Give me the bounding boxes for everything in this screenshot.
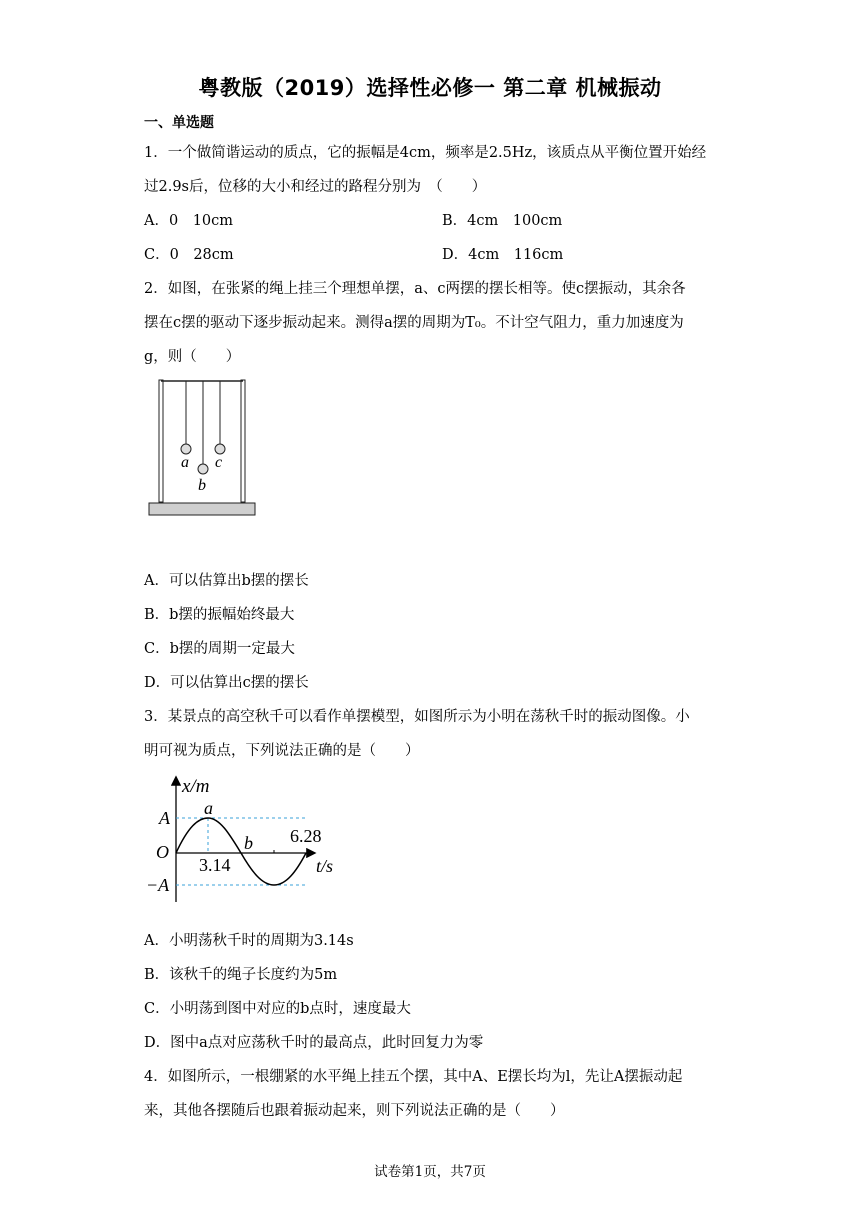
tick-3-14-label: 3.14	[199, 855, 231, 875]
pendulum-figure	[144, 374, 264, 522]
vibration-graph	[144, 772, 344, 912]
exam-title: 粤教版（2019）选择性必修一 第二章 机械振动	[198, 76, 662, 100]
q2-line-1: 2．如图，在张紧的绳上挂三个理想单摆，a、c两摆的摆长相等。使c摆振动，其余各	[144, 281, 686, 297]
q2-option-d: D．可以估算出c摆的摆长	[144, 675, 309, 691]
section-heading: 一、单选题	[144, 115, 214, 131]
q4-line-2: 来，其他各摆随后也跟着振动起来，则下列说法正确的是（ ）	[144, 1103, 565, 1119]
origin-label: O	[156, 842, 169, 862]
page-footer: 试卷第1页，共7页	[374, 1164, 486, 1180]
q3-option-d: D．图中a点对应荡秋千时的最高点，此时回复力为零	[144, 1035, 484, 1051]
q2-line-2: 摆在c摆的驱动下逐步振动起来。测得a摆的周期为T₀。不计空气阻力，重力加速度为	[144, 315, 684, 331]
amplitude-negative-label: −A	[146, 875, 170, 895]
x-axis-label: t/s	[316, 856, 334, 876]
q4-line-1: 4．如图所示，一根绷紧的水平绳上挂五个摆，其中A、E摆长均为l，先让A摆振动起	[144, 1069, 683, 1085]
label-b: b	[198, 477, 206, 494]
point-a-label: a	[204, 798, 213, 818]
label-a: a	[181, 454, 189, 471]
q1-option-b: B．4cm 100cm	[442, 213, 563, 229]
label-c: c	[215, 454, 223, 471]
tick-6-28-label: 6.28	[290, 826, 322, 846]
q1-option-c: C．0 28cm	[144, 247, 234, 263]
q2-line-3: g，则（ ）	[144, 349, 241, 365]
q1-line-2: 过2.9s后，位移的大小和经过的路程分别为 （ ）	[144, 179, 487, 195]
q3-option-b: B．该秋千的绳子长度约为5m	[144, 967, 338, 983]
q1-option-a: A．0 10cm	[144, 213, 234, 229]
y-axis-label: x/m	[182, 776, 210, 797]
point-b-label: b	[244, 833, 253, 853]
q2-option-a: A．可以估算出b摆的摆长	[144, 573, 309, 589]
q3-line-1: 3．某景点的高空秋千可以看作单摆模型，如图所示为小明在荡秋千时的振动图像。小	[144, 709, 690, 725]
amplitude-positive-label: A	[159, 808, 170, 828]
q1-option-d: D．4cm 116cm	[442, 247, 564, 263]
q2-option-c: C．b摆的周期一定最大	[144, 641, 295, 657]
q3-option-a: A．小明荡秋千时的周期为3.14s	[144, 933, 354, 949]
q2-option-b: B．b摆的振幅始终最大	[144, 607, 295, 623]
q3-option-c: C．小明荡到图中对应的b点时，速度最大	[144, 1001, 411, 1017]
q1-line-1: 1．一个做简谐运动的质点，它的振幅是4cm，频率是2.5Hz，该质点从平衡位置开始经	[144, 145, 707, 161]
q3-line-2: 明可视为质点，下列说法正确的是（ ）	[144, 743, 420, 759]
